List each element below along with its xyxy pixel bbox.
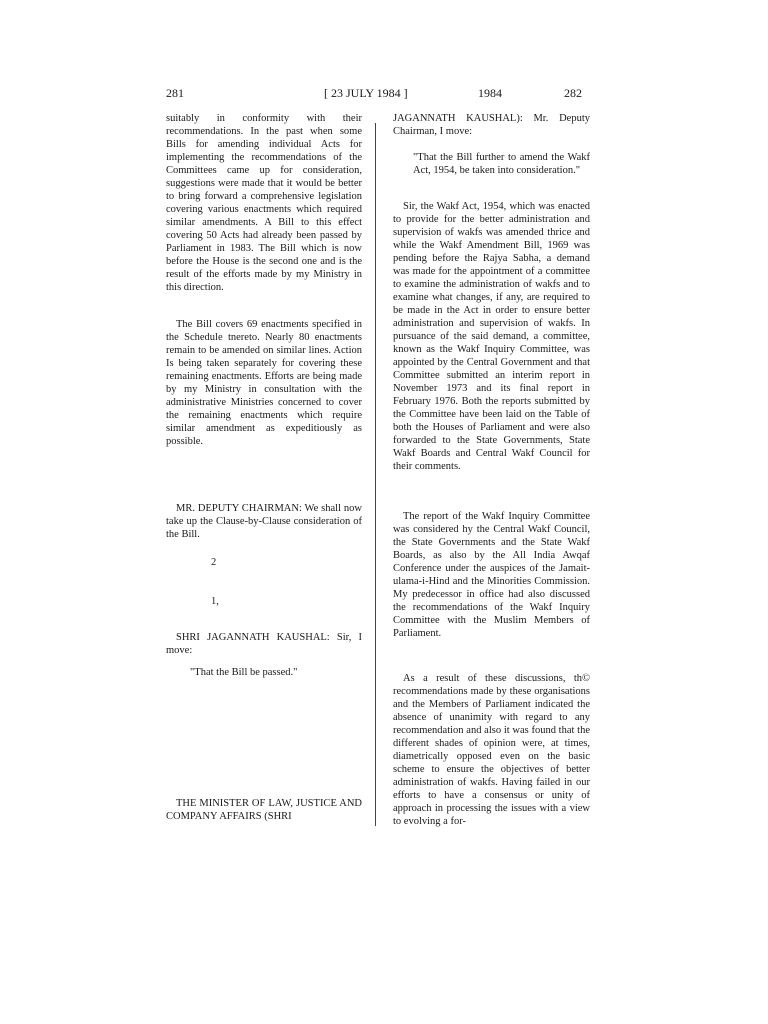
- left-column: [166, 112, 362, 294]
- right-column-block-5: [393, 672, 590, 828]
- header-year: 1984: [478, 86, 502, 100]
- left-column-block-4: [166, 631, 362, 657]
- left-column-block-2: [166, 318, 362, 448]
- wakf-bill-quote: "That the Bill further to amend the Wakf Act, 1954, be taken into consideration.": [413, 152, 590, 176]
- bill-passed-quote: "That the Bill be passed.": [190, 667, 298, 678]
- left-paragraph-2: The Bill covers 69 enactments specified in the Schedule tnereto. Nearly 80 enactments remain to be amended on similar lines. Action Is being taken separately for covering these remaining enactments. Efforts are being made by my Ministry in consultation with the administrative Ministries concerned to cover the remaining enactments which require similar amendment as expeditiously as possible.: [166, 319, 362, 447]
- right-column-block-2: [393, 151, 590, 177]
- right-paragraph-3: The report of the Wakf Inquiry Committee was considered hy the Central Wakf Council, the State Governments and the State Wakf Boards, as also by the All India Awqaf Conference under the auspices of the Jamait-ulama-i-Hind and the Minorities Commission. My predecessor in office had also discussed the recommendations of the Wakf Inquiry Committee with the Muslim Members of Parliament.: [393, 511, 590, 639]
- right-column-block-4: [393, 510, 590, 640]
- left-column-block-5: [166, 797, 362, 823]
- header-date: [ 23 JULY 1984 ]: [324, 86, 408, 100]
- minister-heading-paragraph: THE MINISTER OF LAW, JUSTICE AND COMPANY AFFAIRS (SHRI: [166, 798, 362, 822]
- right-paragraph-1: JAGANNATH KAUSHAL): Mr. Deputy Chairman, I move:: [393, 113, 590, 137]
- left-paragraph-1: suitably in conformity with their recommendations. In the past when some Bills for amending individual Acts for implementing the recommendations of the Committees came up for consideration, suggestions were made that it would be better to bring forward a comprehensive legislation covering various enactments which required similar amendments. A Bill to this effect covering 50 Acts had already been passed by Parliament in 1983. The Bill which is now before the House is the second one and is the result of the efforts made by my Ministry in this direction.: [166, 113, 362, 293]
- right-column-block-3: [393, 200, 590, 473]
- right-paragraph-4: As a result of these discussions, th© recommendations made by these organisations and the Members of Parliament indicated the absence of unanimity with regard to any recommendation and also it was found that the different shades of opinion were, at times, diametrically opposed even on the basic scheme to ensure the objectives of better administration of wakfs. Having failed in our efforts to have a consensus or unity of approach in processing the issues with a view to evolving a for-: [393, 673, 590, 827]
- right-paragraph-2: Sir, the Wakf Act, 1954, which was enacted to provide for the better administration and supervision of wakfs was amended thrice and while the Wakf Amendment Bill, 1969 was pending before the Rajya Sabha, a demand was made for the appointment of a committee to examine the administration of wakfs and to examine what changes, if any, are required to be made in the Act in order to ensure better administration and supervision of wakfs. In pursuance of the said demand, a committee, known as the Wakf Inquiry Committee, was appointed by the Central Government and that Committee submitted an interim report in November 1973 and its final report in February 1976. Both the reports submitted by the Committee have been laid on the Table of both the Houses of Parliament and were also forwarded to the State Governments, State Wakf Boards and Central Wakf Council for their comments.: [393, 201, 590, 472]
- left-column-block-3: [166, 502, 362, 541]
- page-number-left: 281: [166, 86, 184, 100]
- column-divider: [375, 123, 376, 826]
- clause-number-1: 1,: [211, 596, 219, 607]
- kaushal-move-paragraph: SHRI JAGANNATH KAUSHAL: Sir, I move:: [166, 632, 362, 656]
- deputy-chairman-paragraph: MR. DEPUTY CHAIRMAN: We shall now take up the Clause-by-Clause consideration of the Bill.: [166, 503, 362, 540]
- right-column: [393, 112, 590, 138]
- clause-number-2: 2: [211, 557, 217, 568]
- page-number-right: 282: [564, 86, 582, 100]
